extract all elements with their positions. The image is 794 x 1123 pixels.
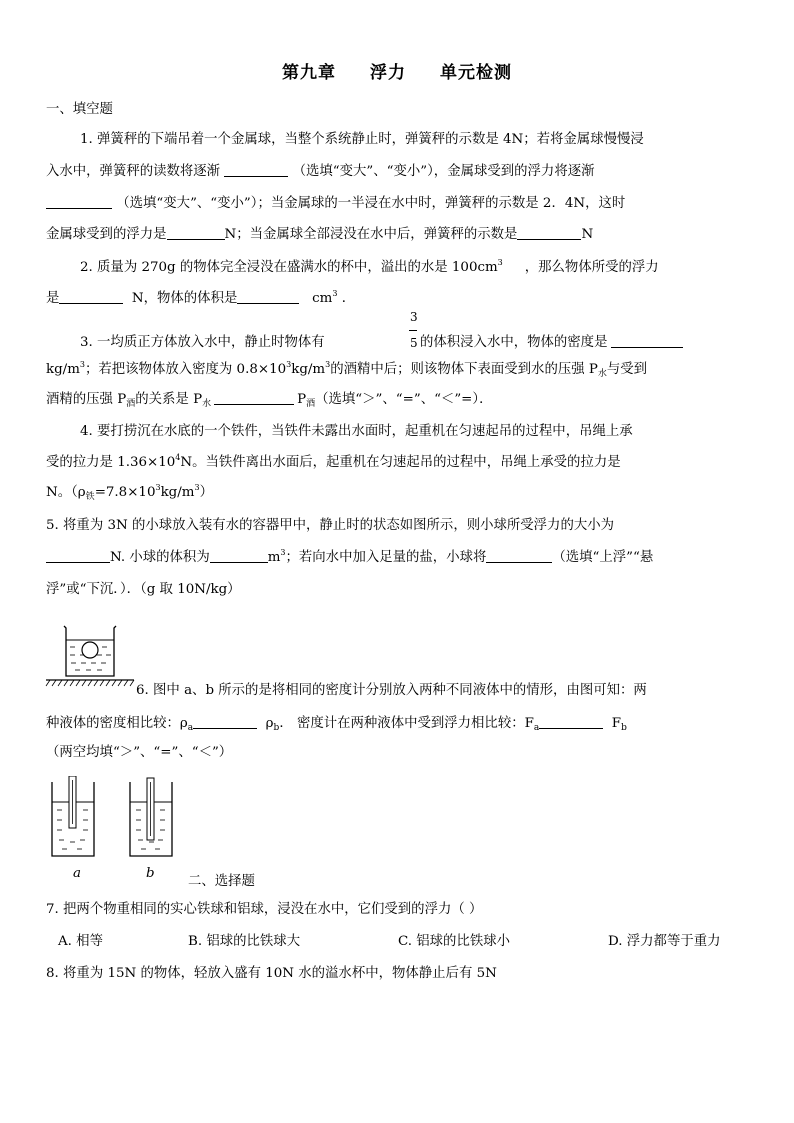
- q5-ground-hatch: [46, 680, 134, 686]
- q4-text: kg/m: [160, 485, 195, 500]
- q5-text: （选填“上浮”“悬: [552, 550, 654, 565]
- q5-blank-2[interactable]: [210, 550, 268, 563]
- q4-line2: [46, 451, 621, 470]
- q6-label-b: b: [146, 866, 155, 881]
- q3-text: 的酒精中后；则该物体下表面受到水的压强 P: [330, 362, 598, 377]
- q3-fraction-den: 5: [410, 336, 418, 350]
- q5-line3: 浮”或“下沉．）．（g 取 10N/kg）: [46, 582, 241, 597]
- q2-blank-1[interactable]: [59, 291, 123, 304]
- q6-line2: [46, 712, 627, 733]
- q4-text: =7.8×10: [94, 485, 156, 500]
- q3-fraction-bar: [409, 330, 417, 331]
- q3-sup: 3: [325, 360, 331, 369]
- q4-sub: 铁: [85, 492, 95, 502]
- q6-blank-2[interactable]: [539, 716, 603, 729]
- q3-text: ；若把该物体放入密度为 0.8×10: [85, 362, 287, 377]
- q3-text: 与受到: [606, 362, 648, 377]
- q2-text: N，物体的体积是: [131, 291, 238, 306]
- q2-blank-2[interactable]: [237, 291, 299, 304]
- q4-sup: 3: [194, 483, 200, 492]
- q1-text: 金属球受到的浮力是: [46, 227, 167, 242]
- q5-text: ；若向水中加入足量的盐，小球将: [285, 550, 487, 565]
- q3-text: （选填“＞”、“=”、“＜”=）．: [315, 392, 493, 407]
- title-chapter: 第九章: [282, 63, 336, 83]
- q5-blank-1[interactable]: [46, 550, 110, 563]
- q1-blank-3[interactable]: [167, 227, 225, 240]
- page-title: [0, 58, 794, 83]
- q2-text: 2. 质量为 270g 的物体完全浸没在盛满水的杯中，溢出的水是 100cm: [80, 260, 498, 275]
- q3-line1: [80, 331, 325, 350]
- q6-sub: a: [533, 723, 540, 733]
- q3-blank-2[interactable]: [214, 392, 294, 405]
- q1-blank-4[interactable]: [517, 227, 581, 240]
- q3-sub: 酒: [126, 399, 136, 409]
- q3-fraction-num: 3: [410, 310, 418, 324]
- q6-line3: （两空均填“＞”、“=”、“＜”）: [46, 745, 233, 760]
- q6-line1: 6. 图中 a、b 所示的是将相同的密度计分别放入两种不同液体中的情形，由图可知：两: [136, 683, 647, 698]
- q6-beaker-a: [52, 776, 94, 856]
- q3-text: kg/m: [46, 362, 80, 377]
- q5-text: m: [267, 550, 281, 565]
- q3-line3: [46, 388, 492, 409]
- q3-sub: 水: [202, 399, 212, 409]
- q1-text: N: [581, 227, 594, 242]
- q3-blank-1[interactable]: [611, 335, 683, 348]
- q3-text: 酒精的压强 P: [46, 392, 127, 407]
- q2-sup: 3: [332, 289, 338, 298]
- q3-line2: [46, 358, 647, 379]
- q4-text: ）: [199, 485, 213, 500]
- q4-line1: 4. 要打捞沉在水底的一个铁件，当铁件未露出水面时，起重机在匀速起吊的过程中，吊绳上承: [80, 424, 633, 439]
- q1-text: （选填“变大”、“变小”），金属球受到的浮力将逐渐: [292, 164, 595, 179]
- q6-sub: b: [621, 723, 627, 733]
- q2-text: ．: [341, 291, 356, 306]
- q3-line1b: [420, 331, 683, 350]
- q5-line1: 5. 将重为 3N 的小球放入装有水的容器甲中，静止时的状态如图所示，则小球所受浮力的大小为: [46, 518, 615, 533]
- q3-text: kg/m: [291, 362, 326, 377]
- q1-blank-1[interactable]: [224, 164, 288, 177]
- q3-sup: 3: [79, 360, 85, 369]
- section-fill-in: 一、填空题: [46, 102, 113, 117]
- q4-text: N。（ρ: [46, 485, 86, 500]
- q4-text: N。当铁件离出水面后，起重机在匀速起吊的过程中，吊绳上承受的拉力是: [180, 455, 621, 470]
- q7-option-a[interactable]: A. 相等: [58, 934, 103, 949]
- q1-text: 入水中，弹簧秤的读数将逐渐: [46, 164, 221, 179]
- q3-sub: 水: [597, 369, 607, 379]
- q4-text: 受的拉力是 1.36×10: [46, 455, 176, 470]
- q1-line3: [46, 192, 625, 211]
- q5-sup: 3: [280, 548, 286, 557]
- q6-blank-1[interactable]: [193, 716, 257, 729]
- q3-sup: 3: [286, 360, 292, 369]
- q6-hydrometer-figure: [50, 776, 180, 864]
- q4-sup: 3: [155, 483, 161, 492]
- q2-line2: [46, 287, 355, 306]
- q3-sub: 酒: [306, 399, 316, 409]
- q1-blank-2[interactable]: [46, 196, 112, 209]
- section-multiple-choice: 二、选择题: [188, 874, 255, 889]
- q6-text: 种液体的密度相比较：ρ: [46, 716, 188, 731]
- q3-text: 3. 一均质正方体放入水中，静止时物体有: [80, 335, 325, 350]
- q1-text: （选填“变大”、“变小”）；当金属球的一半浸在水中时，弹簧秤的示数是 2．4N，这时: [116, 196, 626, 211]
- q2-text: cm: [312, 291, 333, 306]
- q6-text: ρ: [265, 716, 274, 731]
- q6-beaker-b: [130, 778, 172, 856]
- q6-label-a: a: [73, 866, 81, 881]
- q7-option-b[interactable]: B. 铝球的比铁球大: [188, 934, 301, 949]
- q3-text: 的体积浸入水中，物体的密度是: [420, 335, 608, 350]
- q1-text: N；当金属球全部浸没在水中后，弹簧秤的示数是: [224, 227, 518, 242]
- q3-text: P: [297, 392, 307, 407]
- q7-stem: 7. 把两个物重相同的实心铁球和铝球，浸没在水中，它们受到的浮力（ ）: [46, 902, 483, 917]
- q6-text: ． 密度计在两种液体中受到浮力相比较：F: [279, 716, 534, 731]
- q5-line2: [46, 546, 653, 565]
- q2-text: ，那么物体所受的浮力: [524, 260, 659, 275]
- title-topic: 浮力: [370, 63, 406, 83]
- q2-line1: [80, 256, 659, 275]
- q2-sup: 3: [497, 258, 503, 267]
- q5-ball: [82, 642, 98, 658]
- q7-option-c[interactable]: C. 铝球的比铁球小: [398, 934, 511, 949]
- q7-option-d[interactable]: D. 浮力都等于重力: [608, 934, 721, 949]
- title-kind: 单元检测: [440, 63, 512, 83]
- q5-text: N. 小球的体积为: [110, 550, 210, 565]
- q6-text: F: [611, 716, 622, 731]
- q6-sub: a: [187, 723, 194, 733]
- q5-beaker-figure: [44, 616, 136, 688]
- q1-line2: [46, 160, 595, 179]
- q2-text: 是: [46, 291, 60, 306]
- q1-line1: 1. 弹簧秤的下端吊着一个金属球，当整个系统静止时，弹簧秤的示数是 4N；若将金属球慢慢浸: [80, 132, 644, 147]
- q1-line4: [46, 223, 593, 242]
- q6-sub: b: [273, 723, 280, 733]
- q4-line3: [46, 481, 213, 502]
- q3-text: 的关系是 P: [135, 392, 203, 407]
- q4-sup: 4: [175, 453, 181, 462]
- q5-blank-3[interactable]: [486, 550, 552, 563]
- q8-stem: 8. 将重为 15N 的物体，轻放入盛有 10N 水的溢水杯中，物体静止后有 5N: [46, 966, 497, 981]
